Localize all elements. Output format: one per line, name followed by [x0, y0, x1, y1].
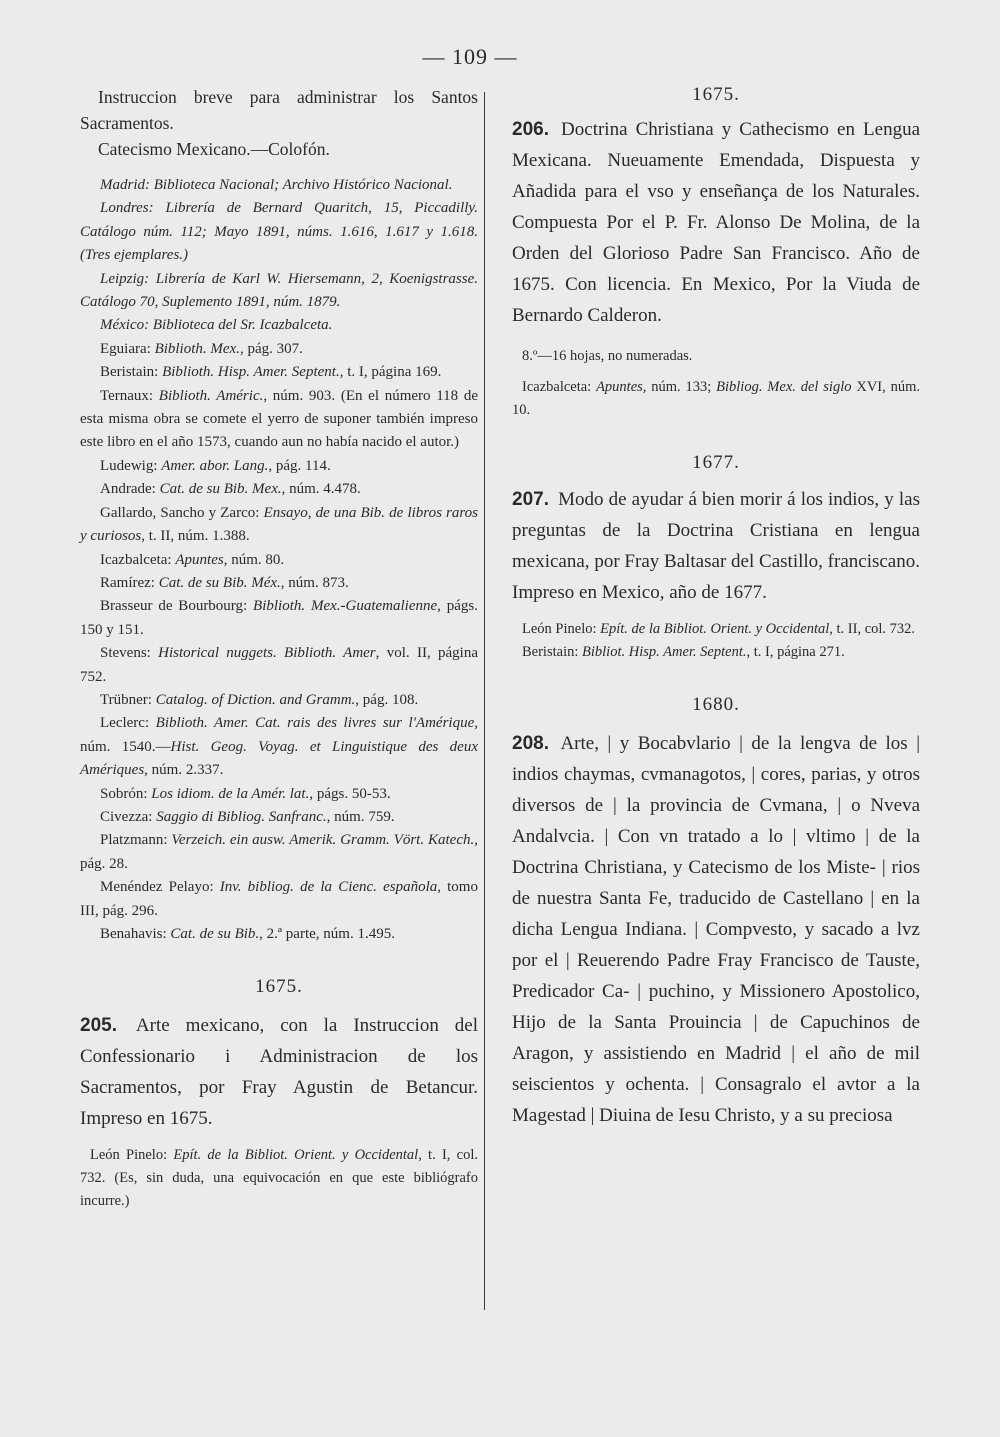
reference-text: Civezza:: [100, 808, 157, 825]
physical-description: 8.º—16 hojas, no numeradas.: [522, 348, 693, 364]
reference-title: Cat. de su Bib.: [170, 926, 260, 942]
reference-text: Benahavis:: [100, 926, 171, 942]
reference-item: [80, 502, 478, 549]
year-heading: 1680.: [692, 694, 740, 715]
reference-title: Historical nuggets. Biblioth. Amer: [158, 645, 376, 662]
reference-text: Londres:: [100, 200, 154, 217]
reference-title: Biblioth. Amer. Cat. rais des livres sur l'Amérique: [155, 715, 475, 732]
reference-item: [80, 923, 478, 946]
note-author: León Pinelo:: [522, 621, 601, 637]
page-number: — 109 —: [422, 44, 518, 69]
reference-text: , págs. 50-53.: [309, 785, 391, 802]
reference-item: [80, 806, 478, 829]
reference-item: [80, 361, 478, 384]
column-divider: [484, 92, 485, 1310]
reference-text: Brasseur de Bourbourg:: [100, 598, 254, 615]
reference-text: Platzmann:: [100, 832, 172, 849]
note-detail: , t. I, página 271.: [746, 644, 845, 660]
reference-item: [80, 572, 478, 595]
reference-item: [80, 549, 478, 572]
reference-text: Ramírez:: [100, 574, 159, 591]
reference-title: Cat. de su Bib. Méx.: [158, 574, 281, 591]
reference-text: Madrid:: [100, 177, 150, 193]
reference-title: Biblioth. Améric.: [158, 387, 264, 404]
reference-text: , pág. 108.: [355, 691, 419, 708]
reference-title: Biblioteca del Sr. Icazbalceta.: [149, 317, 333, 334]
reference-title: Librería de Bernard Quaritch, 15, Piccadilly. Catálogo núm. 112; Mayo 1891, núms. 1.616, 1.617 y 1.618. (Tres ejemplares.): [80, 200, 478, 264]
reference-item: [80, 478, 478, 501]
reference-item: [80, 385, 478, 455]
note-207: [512, 618, 920, 664]
entry-207: [512, 484, 920, 608]
note-detail: , t. II, col. 732.: [829, 621, 916, 637]
entry-number: 205.: [80, 1015, 117, 1037]
reference-text: , pág. 114.: [268, 457, 331, 474]
note-detail: , núm. 133;: [642, 379, 717, 395]
description-206: [512, 345, 920, 368]
note-title: Epít. de la Bibliot. Orient. y Occidental: [600, 621, 830, 637]
reference-text: , pág. 307.: [239, 340, 303, 357]
reference-text: , pág. 28.: [80, 832, 478, 872]
reference-item: [80, 689, 478, 712]
reference-text: , núm. 759.: [326, 808, 395, 825]
entry-206: [512, 114, 920, 331]
entry-208: [512, 728, 920, 1131]
reference-text: , t. II, núm. 1.388.: [141, 528, 250, 545]
entry-number: 206.: [512, 119, 549, 140]
reference-text: Andrade:: [100, 481, 160, 498]
entry-number: 208.: [512, 733, 549, 754]
reference-text: Sobrón:: [100, 785, 152, 802]
reference-item: [80, 197, 478, 267]
note-206: [512, 376, 920, 422]
reference-title: Catalog. of Diction. and Gramm.: [155, 691, 356, 708]
year-heading: 1675.: [255, 976, 303, 998]
reference-text: Eguiara:: [100, 340, 155, 357]
entry-text: Arte mexicano, con la Instruccion del Confessionario i Administracion de los Sacramentos, por Fray Agustin de Betancur. Impreso en 1675.: [80, 1015, 479, 1130]
reference-text: , núm. 1540.—: [80, 715, 478, 755]
reference-title: Cat. de su Bib. Mex.: [159, 481, 282, 498]
references-list: [80, 174, 478, 946]
reference-text: , núm. 2.337.: [144, 762, 224, 779]
year-heading: 1675.: [692, 84, 740, 105]
reference-item: [80, 829, 478, 876]
note-detail: XVI, núm. 10.: [512, 379, 920, 418]
reference-text: , 2.ª parte, núm. 1.495.: [259, 926, 395, 942]
reference-text: Gallardo, Sancho y Zarco:: [100, 504, 264, 521]
reference-text: Icazbalceta:: [100, 551, 176, 568]
entry-205: [80, 1010, 478, 1134]
reference-text: México:: [100, 317, 150, 334]
entry-text: Modo de ayudar á bien morir á los indios, y las preguntas de la Doctrina Cristiana en lengua mexicana, por Fray Baltasar del Castillo, franciscano. Impreso en Mexico, año de 1677.: [512, 489, 921, 603]
reference-title: Verzeich. ein ausw. Amerik. Gramm. Vört. Katech.: [171, 832, 475, 849]
reference-text: , t. I, página 169.: [339, 364, 442, 381]
intro-line: Instruccion breve para administrar los Santos Sacramentos.: [80, 87, 478, 133]
year-heading: 1677.: [692, 452, 740, 473]
reference-item: [80, 174, 478, 197]
left-column: [80, 84, 478, 1213]
reference-item: [80, 642, 478, 689]
note-title: Epít. de la Bibliot. Orient. y Occidental: [173, 1147, 419, 1164]
reference-title: Biblioteca Nacional; Archivo Histórico Nacional.: [150, 177, 453, 193]
reference-item: [80, 268, 478, 315]
reference-text: , núm. 80.: [223, 551, 285, 568]
note-title: Bibliot. Hisp. Amer. Septent.: [582, 644, 747, 660]
note-author: Icazbalceta:: [522, 379, 597, 395]
reference-item: [80, 338, 478, 361]
entry-number: 207.: [512, 489, 549, 510]
reference-text: Stevens:: [100, 645, 159, 662]
reference-text: Ludewig:: [100, 457, 162, 474]
reference-item: [80, 314, 478, 337]
entry-text: Doctrina Christiana y Cathecismo en Lengua Mexicana. Nueuamente Emendada, Dispuesta y Añadida para el vso y enseñança de los Naturales. Compuesta Por el P. Fr. Alonso De Molina, de la Orden del Glorioso Padre San Francisco. Año de 1675. Con licencia. En Mexico, Por la Viuda de Bernardo Calderon.: [512, 119, 920, 326]
reference-title: Ensayo, de una Bib. de libros raros y curiosos: [80, 504, 478, 545]
reference-text: Ternaux:: [100, 387, 159, 404]
reference-item: [80, 595, 478, 642]
reference-item: [80, 876, 478, 923]
reference-text: Leipzig:: [100, 270, 150, 287]
reference-title: Saggio di Bibliog. Sanfranc.: [156, 808, 327, 825]
reference-text: , págs. 150 y 151.: [80, 598, 479, 638]
reference-title: Biblioth. Mex.-Guatemalienne: [253, 598, 438, 615]
note-author: León Pinelo:: [90, 1147, 174, 1164]
intro-line: Catecismo Mexicano.—Colofón.: [98, 139, 330, 159]
reference-text: Beristain:: [100, 364, 163, 381]
reference-title: Biblioth. Mex.: [154, 340, 240, 357]
reference-text: Trübner:: [100, 691, 156, 708]
reference-title: Apuntes: [175, 551, 224, 568]
right-column: [512, 84, 920, 1131]
reference-title: Biblioth. Hisp. Amer. Septent.: [162, 364, 340, 381]
reference-text: , núm. 4.478.: [281, 481, 361, 498]
reference-text: , núm. 903. (En el número 118 de esta misma obra se comete el yerro de suponer también impreso este libro en el año 1573, cuando aun no había nacido el autor.): [80, 387, 478, 451]
reference-text: Leclerc:: [100, 715, 156, 732]
reference-item: [80, 783, 478, 806]
reference-item: [80, 455, 478, 478]
reference-title: Los idiom. de la Amér. lat.: [151, 785, 310, 802]
note-title: Bibliog. Mex. del siglo: [716, 379, 852, 395]
reference-title: Librería de Karl W. Hiersemann, 2, Koenigstrasse. Catálogo 70, Suplemento 1891, núm. 1879.: [80, 270, 478, 311]
reference-item: [80, 712, 478, 782]
reference-text: , núm. 873.: [280, 574, 349, 591]
entry-text: Arte, | y Bocabvlario | de la lengva de los | indios chaymas, cvmanagotos, | cores, parias, y otros diversos de | la provincia de Cvmana, | o Nveva Andalvcia. | Con vn tratado a lo | vltimo | de la Doctrina Christiana, y Catecismo de los Miste- | rios de nuestra Santa Fe, traducido de Castellano | en la dicha Lengua Indiana. | Compvesto, y sacado a lvz por el | Reuerendo Padre Fray Francisco de Tauste, Predicador Ca- | puchino, y Missionero Apostolico, Hijo de la Santa Prouincia | de Capuchinos de Aragon, y assistiendo en Madrid | el año de mil seiscientos y ochenta. | Consagralo el avtor a la Magestad | Diuina de Iesu Christo, y a su preciosa: [512, 733, 920, 1126]
reference-title: Amer. abor. Lang.: [161, 457, 269, 474]
intro-text: [80, 84, 478, 162]
note-205: [80, 1144, 478, 1213]
reference-text: Menéndez Pelayo:: [100, 879, 220, 896]
reference-title: Hist. Geog. Voyag. et Linguistique des deux Amériques: [80, 738, 479, 779]
note-title: Apuntes: [596, 379, 643, 395]
note-author: Beristain:: [522, 644, 583, 660]
reference-title: Inv. bibliog. de la Cienc. española: [219, 879, 438, 896]
reference-text: , tomo III, pág. 296.: [80, 879, 478, 919]
note-detail: , t. I, col. 732. (Es, sin duda, una equivocación en que este bibliógrafo incurre.): [80, 1147, 478, 1210]
reference-text: , vol. II, página 752.: [80, 645, 478, 685]
